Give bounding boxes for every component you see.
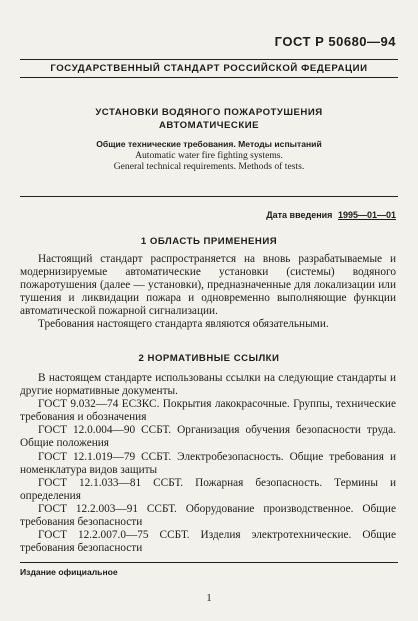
section-1-paragraph: Настоящий стандарт распространяется на вновь разрабатываемые и модернизируемые автоматические установки (системы) водяного пожаротушения (далее — установки), предназначенные для локализации или тушения и ликвидации пожара и одновременно выполняющие функции автоматической пожарной сигнализации. <box>20 253 396 318</box>
reference-item: ГОСТ 12.1.033—81 ССБТ. Пожарная безопасность. Термины и определения <box>20 476 396 502</box>
effective-date-value: 1995—01—01 <box>337 210 396 220</box>
title-divider <box>20 196 398 197</box>
title-line-1: УСТАНОВКИ ВОДЯНОГО ПОЖАРОТУШЕНИЯ <box>95 107 323 118</box>
reference-item: ГОСТ 12.1.019—79 ССБТ. Электробезопасность. Общие требования и номенклатура видов защиты <box>20 450 396 476</box>
section-1-body <box>20 253 396 332</box>
reference-item: ГОСТ 12.0.004—90 ССБТ. Организация обучения безопасности труда. Общие положения <box>20 424 396 450</box>
document-subtitles <box>20 139 398 172</box>
section-2-intro: В настоящем стандарте использованы ссылки на следующие стандарты и другие нормативные документы. <box>20 372 396 398</box>
subtitle-english-2: General technical requirements. Methods of tests. <box>113 161 305 172</box>
subtitle-russian: Общие технические требования. Методы испытаний <box>96 139 322 149</box>
section-1-paragraph: Требования настоящего стандарта являются обязательными. <box>38 318 329 331</box>
title-line-2: АВТОМАТИЧЕСКИЕ <box>159 120 259 131</box>
page-number: 1 <box>206 592 212 604</box>
section-2-heading: 2 НОРМАТИВНЫЕ ССЫЛКИ <box>138 353 280 364</box>
section-2-body <box>20 372 396 555</box>
gost-number: ГОСТ Р 50680—94 <box>274 34 396 49</box>
document-title <box>20 106 398 132</box>
standard-type-banner: ГОСУДАРСТВЕННЫЙ СТАНДАРТ РОССИЙСКОЙ ФЕДЕРАЦИИ <box>20 59 398 78</box>
reference-item: ГОСТ 12.2.003—91 ССБТ. Оборудование производственное. Общие требования безопасности <box>20 502 396 529</box>
section-1-heading: 1 ОБЛАСТЬ ПРИМЕНЕНИЯ <box>140 236 278 247</box>
footer-divider <box>20 562 398 563</box>
effective-date <box>266 210 396 220</box>
edition-label: Издание официальное <box>20 567 118 577</box>
effective-date-label: Дата введения <box>266 210 333 220</box>
subtitle-english-1: Automatic water fire fighting systems. <box>135 150 283 161</box>
reference-item: ГОСТ 9.032—74 ЕСЗКС. Покрытия лакокрасочные. Группы, технические требования и обозначения <box>20 398 396 424</box>
reference-item: ГОСТ 12.2.007.0—75 ССБТ. Изделия электротехнические. Общие требования безопасности <box>20 529 396 555</box>
